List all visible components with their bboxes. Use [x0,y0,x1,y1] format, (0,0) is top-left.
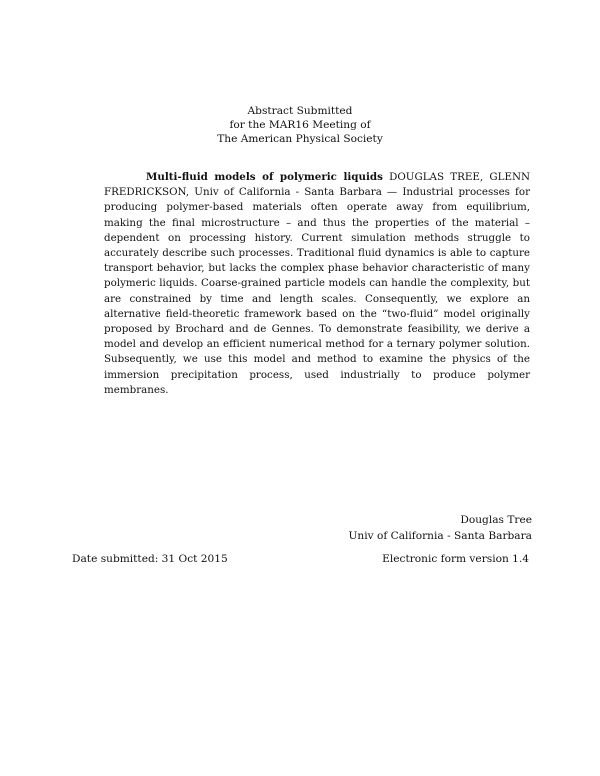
header-line-society: The American Physical Society [217,133,383,145]
signature-name: Douglas Tree [460,514,532,526]
abstract-authors: DOUGLAS TREE, GLENN FREDRICKSON, Univ of California - Santa Barbara [104,171,530,199]
signature-affiliation: Univ of California - Santa Barbara [348,530,532,542]
abstract-separator: — [381,186,403,199]
submission-header [0,104,600,146]
form-version: Electronic form version 1.4 [382,553,529,565]
header-line-abstract-submitted: Abstract Submitted [247,105,353,117]
abstract-body: Industrial processes for producing polymer-based materials often operate away from equilibrium, making the final microstructure – and thus the properties of the material – dependent on processing history. Current simulation methods struggle to accurately describe such processes. Traditional fluid dynamics is able to capture transport behavior, but lacks the complex phase behavior characteristic of many polymeric liquids. Coarse-grained particle models can handle the complexity, but are constrained by time and length scales. Consequently, we explore an alternative field-theoretic framework based on the “two-fluid” model originally proposed by Brochard and de Gennes. To demonstrate feasibility, we derive a model and develop an efficient numerical method for a ternary polymer solution. Subsequently, we use this model and method to examine the physics of the immersion precipitation process, used industrially to produce polymer membranes. [104,186,530,396]
header-line-meeting: for the MAR16 Meeting of [229,119,371,131]
date-submitted: Date submitted: 31 Oct 2015 [72,553,228,565]
abstract-title: Multi-fluid models of polymeric liquids [146,171,383,183]
abstract-paragraph [104,170,530,398]
signature-block [348,512,532,544]
